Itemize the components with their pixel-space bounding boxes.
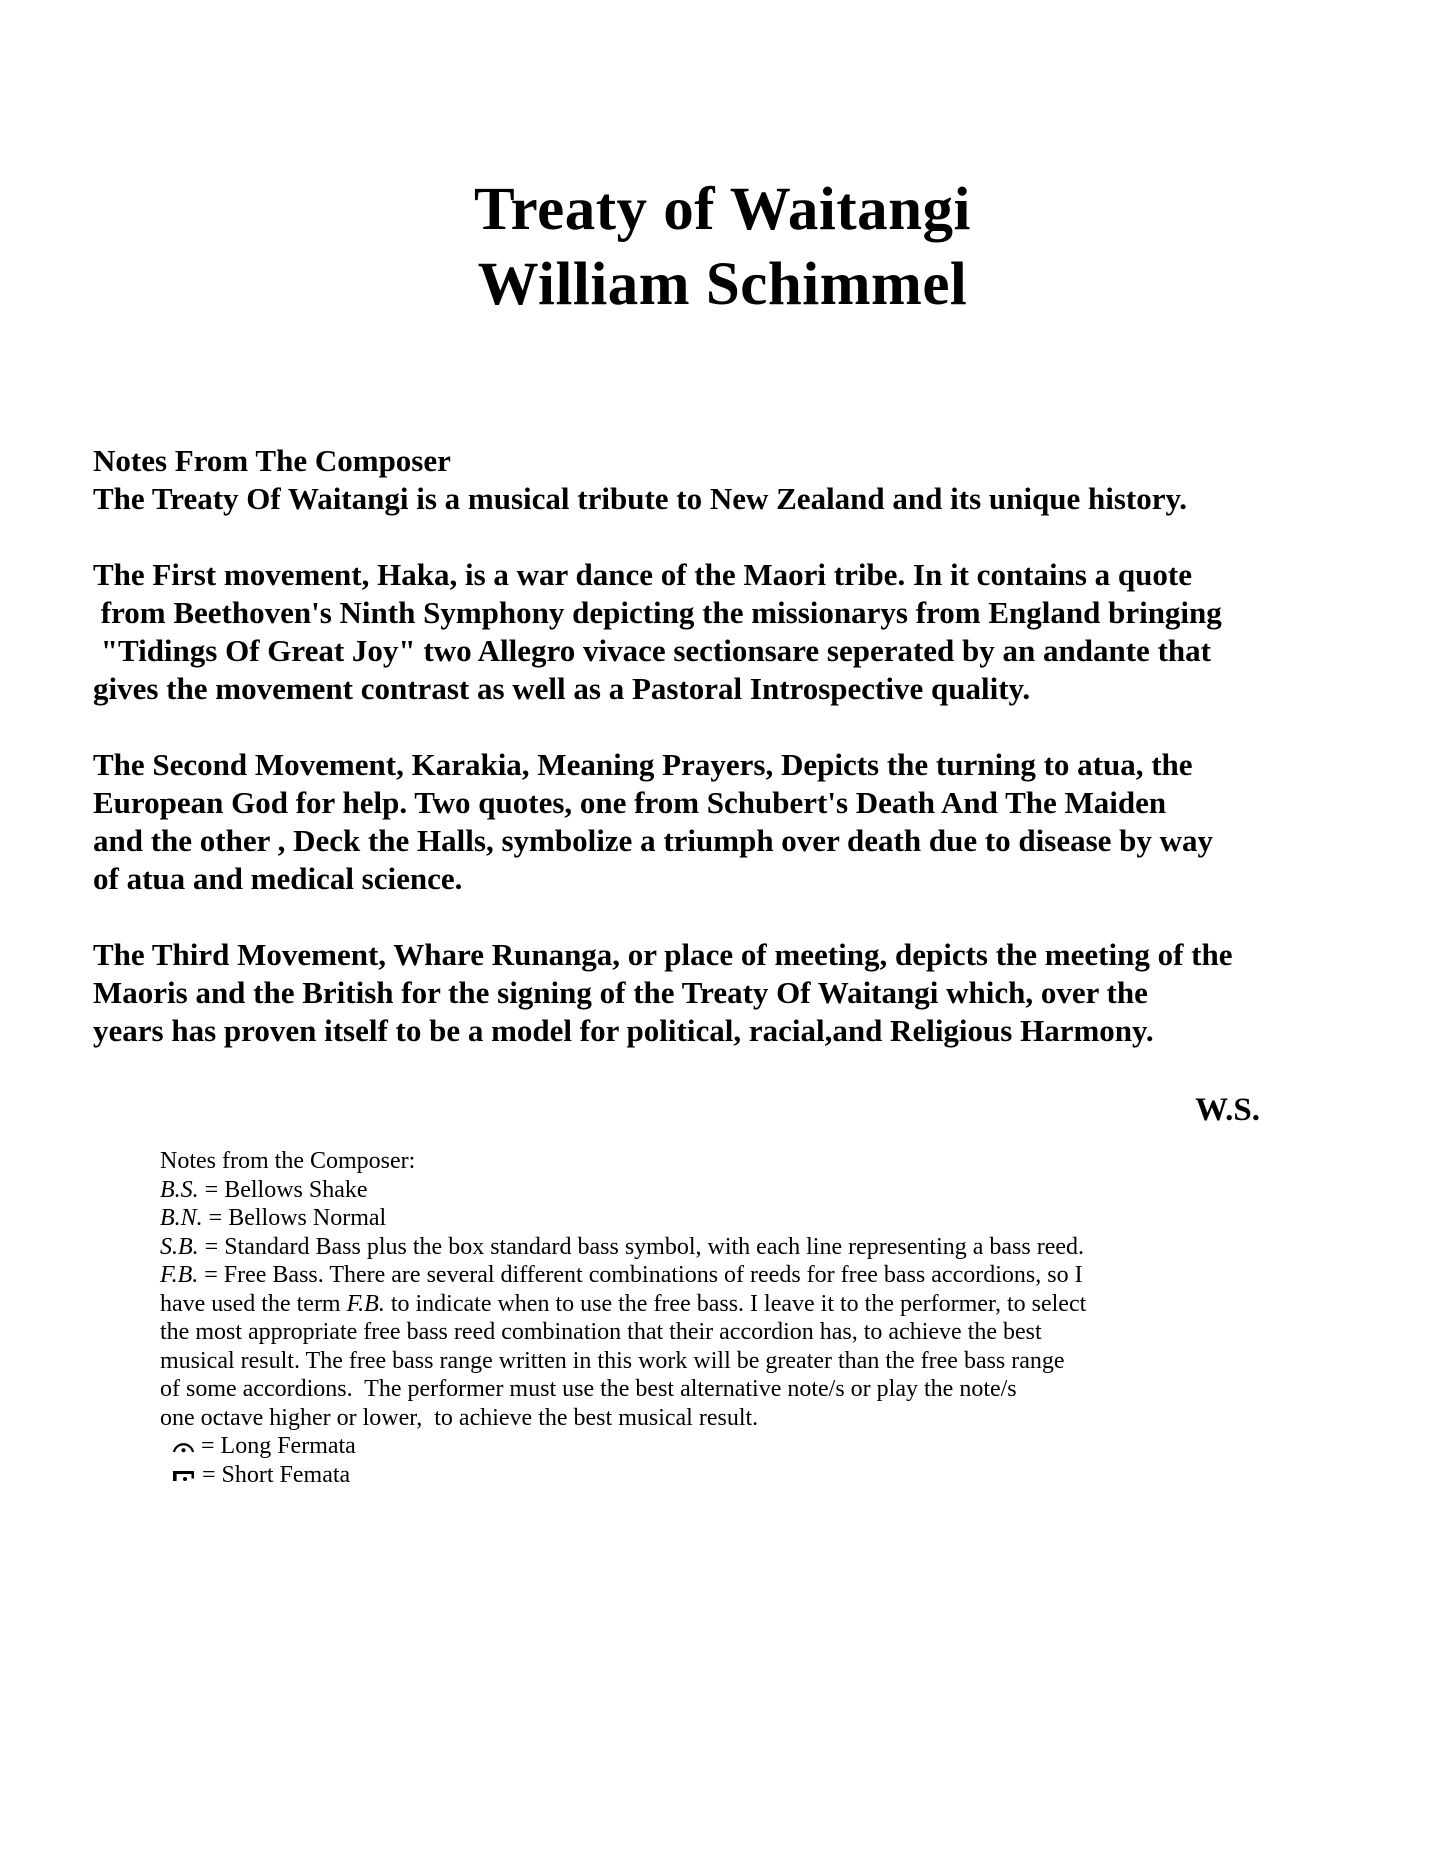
body-line: The Third Movement, Whare Runanga, or place of meeting, depicts the meeting of the bbox=[93, 937, 1233, 972]
legend-continuation-line: musical result. The free bass range written in this work will be greater than the free bass range bbox=[160, 1347, 1065, 1374]
legend-line-long-fermata bbox=[160, 1432, 1325, 1461]
composer-notes-heading: Notes From The Composer bbox=[93, 443, 451, 478]
composer-signature: W.S. bbox=[1195, 1092, 1260, 1128]
body-line: The First movement, Haka, is a war dance of the Maori tribe. In it contains a quote bbox=[93, 557, 1192, 592]
legend-label: have used the term bbox=[160, 1290, 347, 1317]
intro-line: The Treaty Of Waitangi is a musical tribute to New Zealand and its unique history. bbox=[93, 481, 1188, 516]
abbr-free-bass: F.B. bbox=[160, 1262, 199, 1288]
legend-line-bellows-normal bbox=[160, 1204, 1325, 1233]
composer-notes bbox=[93, 442, 1385, 1050]
legend-line-free-bass-cont bbox=[160, 1290, 1325, 1319]
paragraph-first-movement bbox=[93, 556, 1385, 708]
abbr-free-bass: F.B. bbox=[346, 1290, 385, 1317]
long-fermata-icon bbox=[172, 1432, 195, 1461]
paragraph-second-movement bbox=[93, 746, 1385, 898]
legend-label: to indicate when to use the free bass. I leave it to the performer, to select bbox=[384, 1290, 1087, 1317]
body-line: "Tidings Of Great Joy" two Allegro vivace sectionsare seperated by an andante that bbox=[93, 633, 1211, 668]
body-line: years has proven itself to be a model for political, racial,and Religious Harmony. bbox=[93, 1013, 1154, 1048]
title-line-1: Treaty of Waitangi bbox=[474, 176, 971, 243]
notation-legend bbox=[160, 1147, 1325, 1489]
abbr-standard-bass: S.B. bbox=[160, 1233, 199, 1260]
body-line: Maoris and the British for the signing of the Treaty Of Waitangi which, over the bbox=[93, 975, 1148, 1010]
title-line-2: William Schimmel bbox=[477, 251, 968, 318]
legend-continuation-line: of some accordions. The performer must use the best alternative note/s or play the note/s bbox=[160, 1376, 1017, 1402]
legend-line-short-fermata bbox=[160, 1461, 1325, 1490]
body-line: European God for help. Two quotes, one from Schubert's Death And The Maiden bbox=[93, 785, 1167, 820]
legend-line-free-bass bbox=[160, 1261, 1325, 1290]
legend-continuation-line: one octave higher or lower, to achieve the best musical result. bbox=[160, 1404, 759, 1431]
body-line: of atua and medical science. bbox=[93, 861, 463, 896]
body-line: The Second Movement, Karakia, Meaning Prayers, Depicts the turning to atua, the bbox=[93, 747, 1193, 782]
legend-label: = Short Femata bbox=[196, 1461, 351, 1488]
legend-label: = Free Bass. There are several different combinations of reeds for free bass accordions, so I bbox=[198, 1262, 1083, 1288]
legend-line-standard-bass bbox=[160, 1233, 1325, 1262]
title-block bbox=[0, 0, 1445, 322]
body-line: from Beethoven's Ninth Symphony depicting the missionarys from England bringing bbox=[93, 595, 1222, 630]
abbr-bellows-shake: B.S. bbox=[160, 1176, 199, 1203]
legend-continuation-line: the most appropriate free bass reed combination that their accordion has, to achieve the best bbox=[160, 1319, 1042, 1345]
short-fermata-icon bbox=[172, 1461, 196, 1490]
legend-label: = Bellows Normal bbox=[202, 1205, 387, 1231]
legend-label: = Standard Bass plus the box standard bass symbol, with each line representing a bass reed. bbox=[198, 1233, 1085, 1260]
legend-label: = Bellows Shake bbox=[198, 1176, 368, 1203]
body-line: and the other , Deck the Halls, symbolize a triumph over death due to disease by way bbox=[93, 823, 1214, 858]
legend-heading: Notes from the Composer: bbox=[160, 1148, 416, 1174]
abbr-bellows-normal: B.N. bbox=[160, 1205, 203, 1231]
legend-line-bellows-shake bbox=[160, 1176, 1325, 1205]
paragraph-third-movement bbox=[93, 936, 1385, 1050]
legend-label: = Long Fermata bbox=[195, 1433, 356, 1459]
body-line: gives the movement contrast as well as a Pastoral Introspective quality. bbox=[93, 671, 1031, 706]
